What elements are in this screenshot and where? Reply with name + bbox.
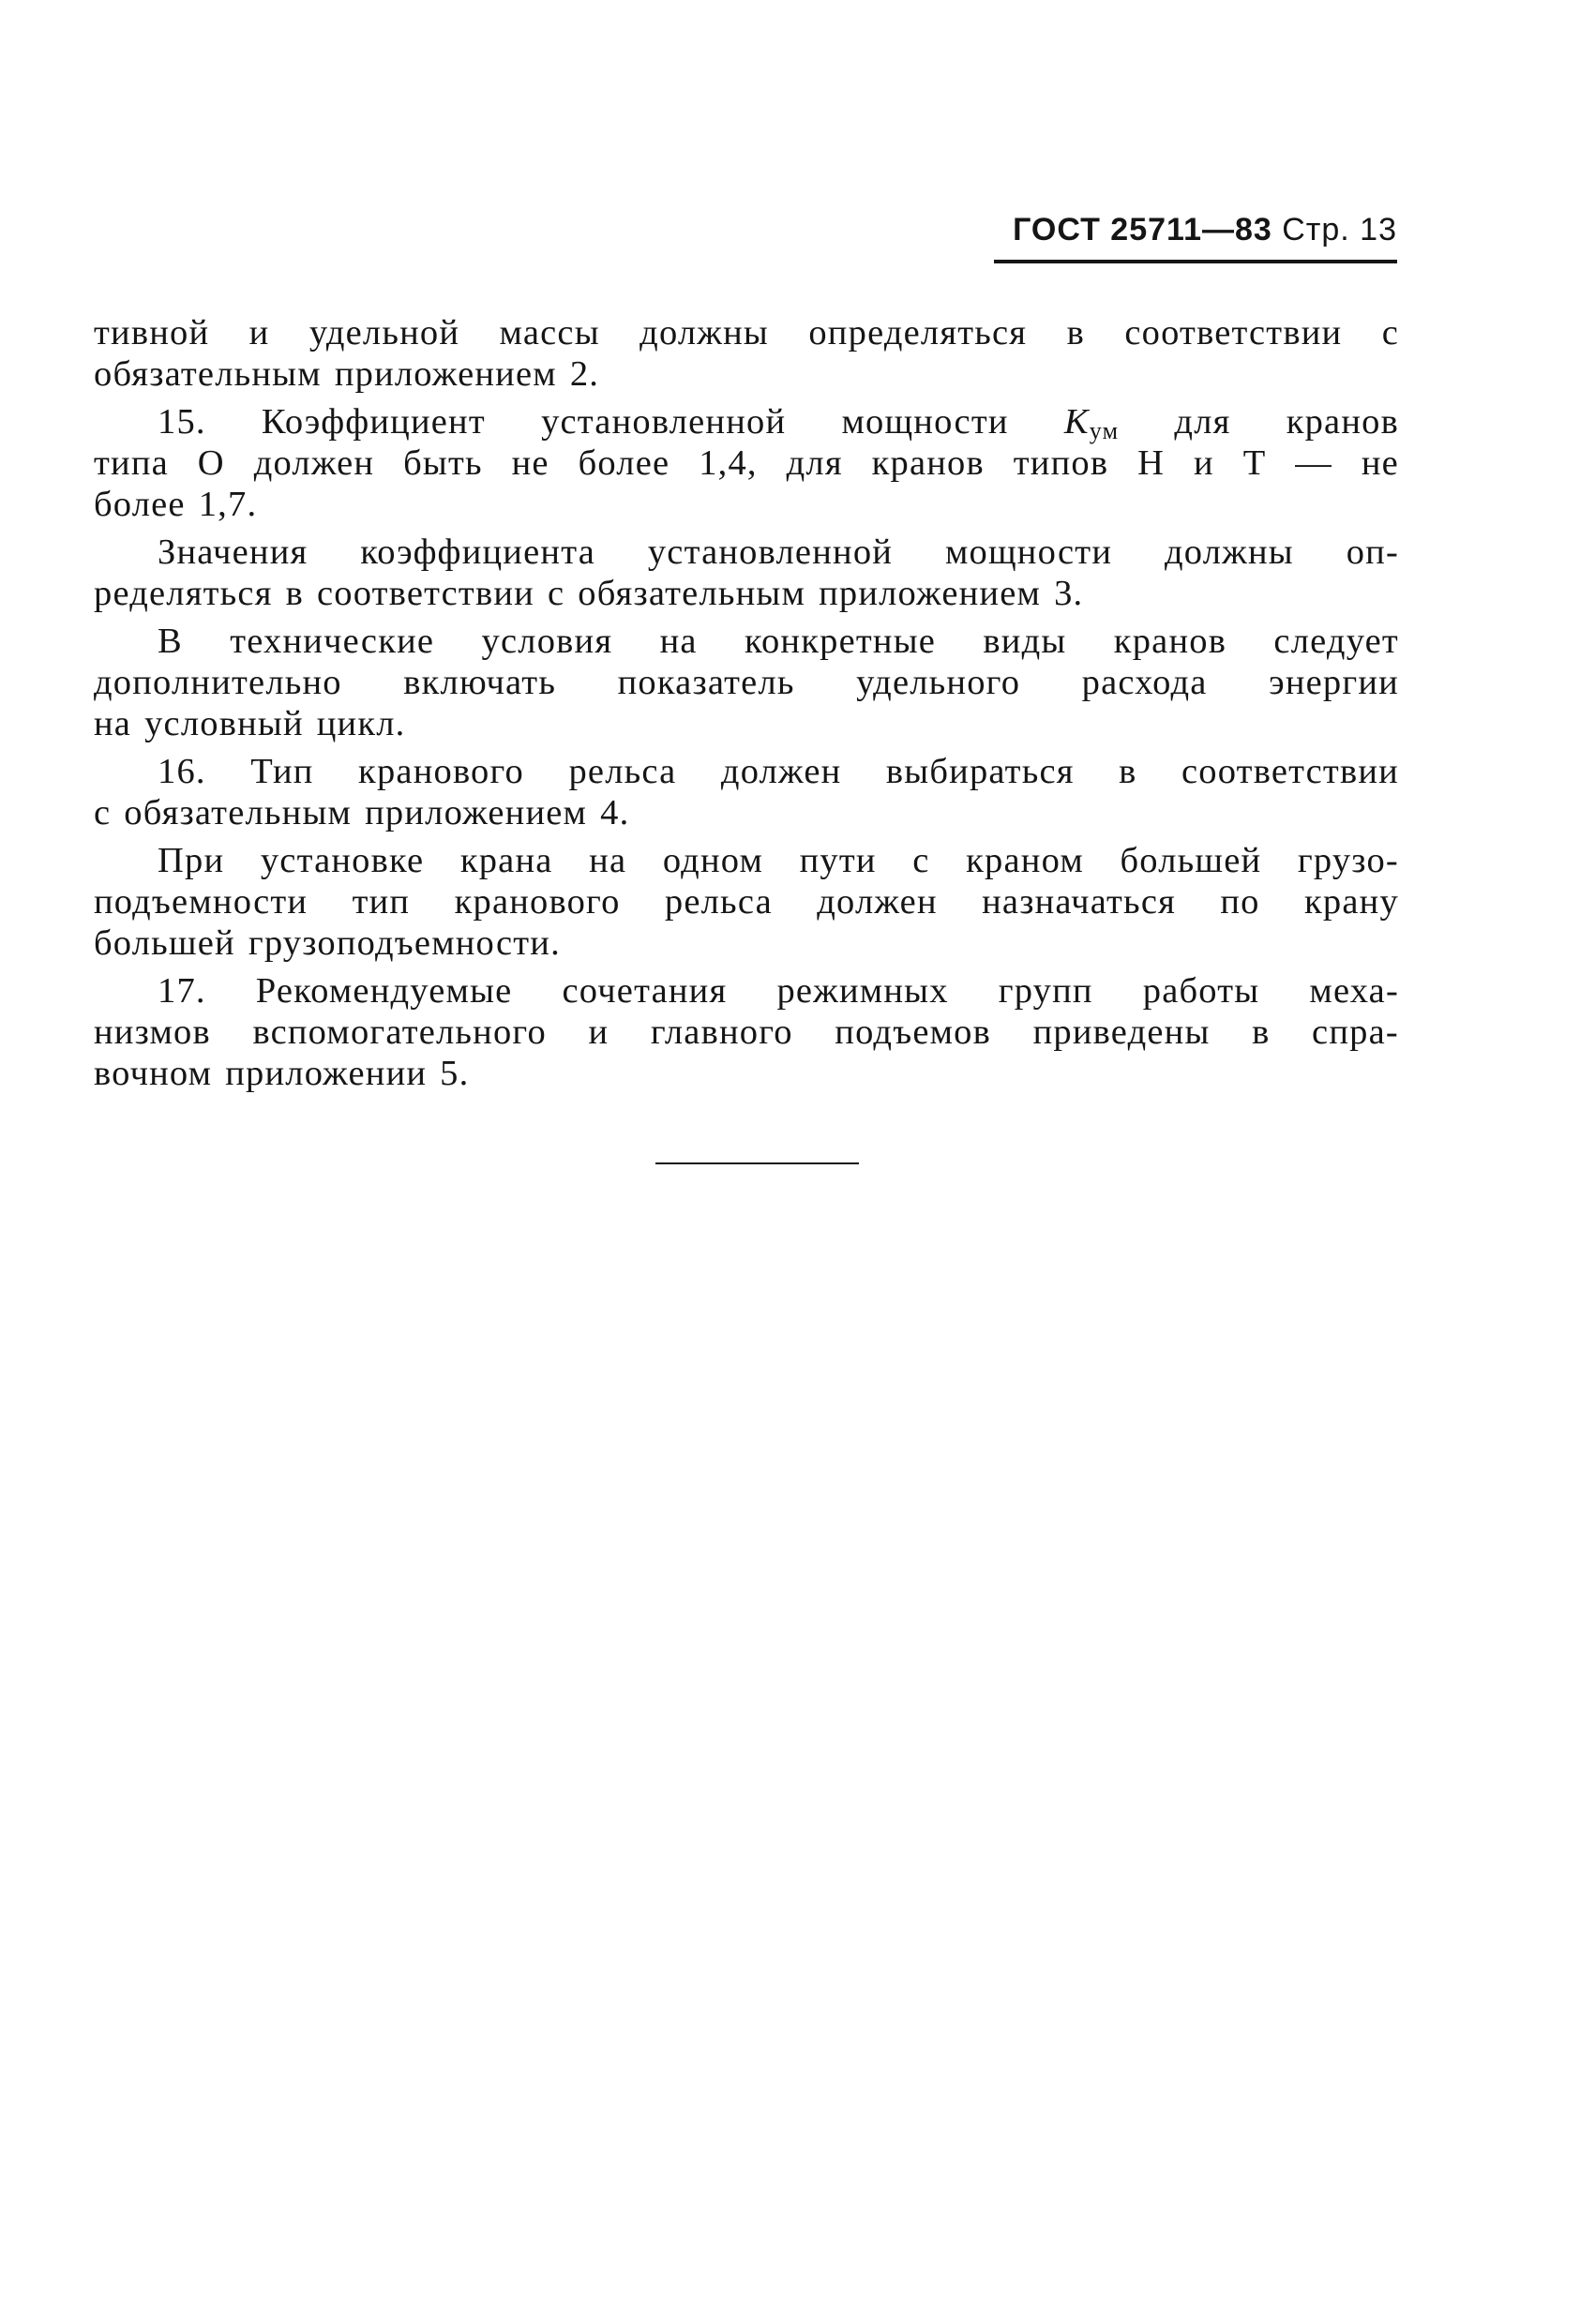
word: на [659, 622, 698, 661]
page-number: Стр. 13 [1282, 212, 1397, 247]
word: Н [1137, 443, 1166, 483]
text-line [94, 1012, 1399, 1053]
word: мощности [944, 532, 1113, 572]
text-line [94, 621, 1399, 662]
word: тивной [94, 313, 210, 352]
word: грузоподъемности. [248, 923, 561, 963]
word: большей [94, 923, 235, 963]
word: 15. [158, 402, 206, 442]
paragraph [94, 401, 1399, 525]
word: грузо- [1297, 841, 1399, 880]
text-line [94, 573, 1399, 614]
word: краном [966, 841, 1084, 880]
word: более [94, 485, 186, 524]
text-line [94, 970, 1399, 1012]
text-line [94, 662, 1399, 703]
word: включать [403, 663, 557, 702]
word: с [1381, 313, 1399, 352]
word: пути [799, 841, 877, 880]
word: следует [1273, 622, 1399, 661]
word: 17. [158, 971, 206, 1011]
word: тип [352, 882, 411, 922]
word: Значения [158, 532, 308, 572]
word: режимных [776, 971, 949, 1011]
word: 2. [569, 354, 600, 394]
word: должны [640, 313, 769, 352]
word: крану [1304, 882, 1399, 922]
word: $K_{ум}$ [1063, 402, 1120, 444]
paragraph [94, 312, 1399, 395]
word: должны [1165, 532, 1294, 572]
text-line [94, 840, 1399, 881]
word: 1,7. [198, 485, 258, 524]
word: и [248, 313, 270, 352]
word: в [1252, 1012, 1271, 1052]
word: приложением [819, 574, 1042, 613]
text-line [94, 401, 1399, 442]
word: должен [720, 752, 842, 791]
document-body [94, 312, 1399, 1094]
word: 4. [600, 793, 630, 832]
text-line [94, 532, 1399, 573]
standard-code: ГОСТ 25711—83 [1013, 212, 1272, 247]
word: работы [1142, 971, 1260, 1011]
text-line [94, 353, 1399, 395]
word: соответствии [1124, 313, 1343, 352]
word: удельного [856, 663, 1021, 702]
word: в [1066, 313, 1085, 352]
word: должен [817, 882, 938, 922]
word: Тип [250, 752, 314, 791]
word: условный [144, 704, 304, 743]
word: конкретные [745, 622, 937, 661]
word: по [1220, 882, 1260, 922]
page-header [994, 206, 1397, 262]
text-line [94, 1053, 1399, 1094]
word: Т [1242, 443, 1267, 483]
word: показатель [617, 663, 795, 702]
word: 16. [158, 752, 206, 791]
word: 1,4, [699, 443, 758, 483]
word: для [786, 443, 843, 483]
word: Коэффициент [261, 402, 486, 442]
word: главного [650, 1012, 793, 1052]
word: оп- [1346, 532, 1399, 572]
paragraph [94, 840, 1399, 964]
word: в [1119, 752, 1137, 791]
word: с [94, 793, 112, 832]
word: кранового [358, 752, 524, 791]
word: подъемности [94, 882, 308, 922]
word: и [588, 1012, 609, 1052]
word: в [285, 574, 304, 613]
word: с [547, 574, 565, 613]
header-text [1013, 212, 1397, 248]
word: энергии [1269, 663, 1399, 702]
word: низмов [94, 1012, 211, 1052]
word: — [1295, 443, 1332, 483]
word: установленной [647, 532, 894, 572]
word: на [94, 704, 132, 743]
word: 3. [1054, 574, 1084, 613]
word: крана [459, 841, 553, 880]
paragraph [94, 621, 1399, 744]
word: мощности [841, 402, 1009, 442]
word: кранов [1113, 622, 1227, 661]
word: типов [1013, 443, 1109, 483]
text-line [94, 751, 1399, 792]
word: на [589, 841, 627, 880]
word: вочном [94, 1054, 213, 1093]
word: одном [662, 841, 764, 880]
word: с [912, 841, 930, 880]
text-line [94, 442, 1399, 484]
word: рельса [664, 882, 773, 922]
word: приложением [365, 793, 588, 832]
word: приложении [225, 1054, 428, 1093]
word: Рекомендуемые [255, 971, 513, 1011]
word: соответствии [317, 574, 534, 613]
word: кранового [454, 882, 621, 922]
word: При [158, 841, 225, 880]
word: рельса [568, 752, 677, 791]
word: приложением [334, 354, 557, 394]
word: кранов [871, 443, 985, 483]
word: групп [998, 971, 1093, 1011]
word: дополнительно [94, 663, 342, 702]
text-line [94, 792, 1399, 833]
text-line [94, 312, 1399, 353]
paragraph [94, 751, 1399, 833]
text-line [94, 881, 1399, 922]
word: большей [1120, 841, 1262, 880]
word: спра- [1312, 1012, 1399, 1052]
word: сочетания [562, 971, 728, 1011]
word: удельной [308, 313, 460, 352]
word: типа [94, 443, 169, 483]
text-line [94, 922, 1399, 964]
word: более [578, 443, 670, 483]
word: установленной [541, 402, 787, 442]
word: обязательным [578, 574, 806, 613]
word: расхода [1081, 663, 1208, 702]
text-line [94, 484, 1399, 525]
word: 5. [440, 1054, 470, 1093]
end-rule [655, 1162, 859, 1164]
word: должен [253, 443, 375, 483]
paragraph [94, 970, 1399, 1094]
word: не [1361, 443, 1399, 483]
word: определяться [808, 313, 1028, 352]
header-rule [994, 260, 1397, 263]
word: цикл. [316, 704, 406, 743]
word: соответствии [1181, 752, 1399, 791]
word: вспомогательного [252, 1012, 547, 1052]
text-line [94, 703, 1399, 744]
word: О [197, 443, 225, 483]
word: назначаться [982, 882, 1177, 922]
word: массы [499, 313, 600, 352]
word: быть [403, 443, 483, 483]
word: подъемов [835, 1012, 992, 1052]
word: условия [481, 622, 613, 661]
word: установке [260, 841, 425, 880]
word: кранов [1286, 402, 1399, 442]
word: виды [983, 622, 1067, 661]
word: выбираться [885, 752, 1075, 791]
word: и [1194, 443, 1214, 483]
word: ределяться [94, 574, 273, 613]
word: технические [230, 622, 435, 661]
word: обязательным [124, 793, 353, 832]
paragraph [94, 532, 1399, 614]
word: В [158, 622, 183, 661]
word: не [511, 443, 549, 483]
word: обязательным [94, 354, 322, 394]
word: коэффициента [360, 532, 595, 572]
word: меха- [1309, 971, 1399, 1011]
word: приведены [1032, 1012, 1211, 1052]
word: для [1174, 402, 1231, 442]
